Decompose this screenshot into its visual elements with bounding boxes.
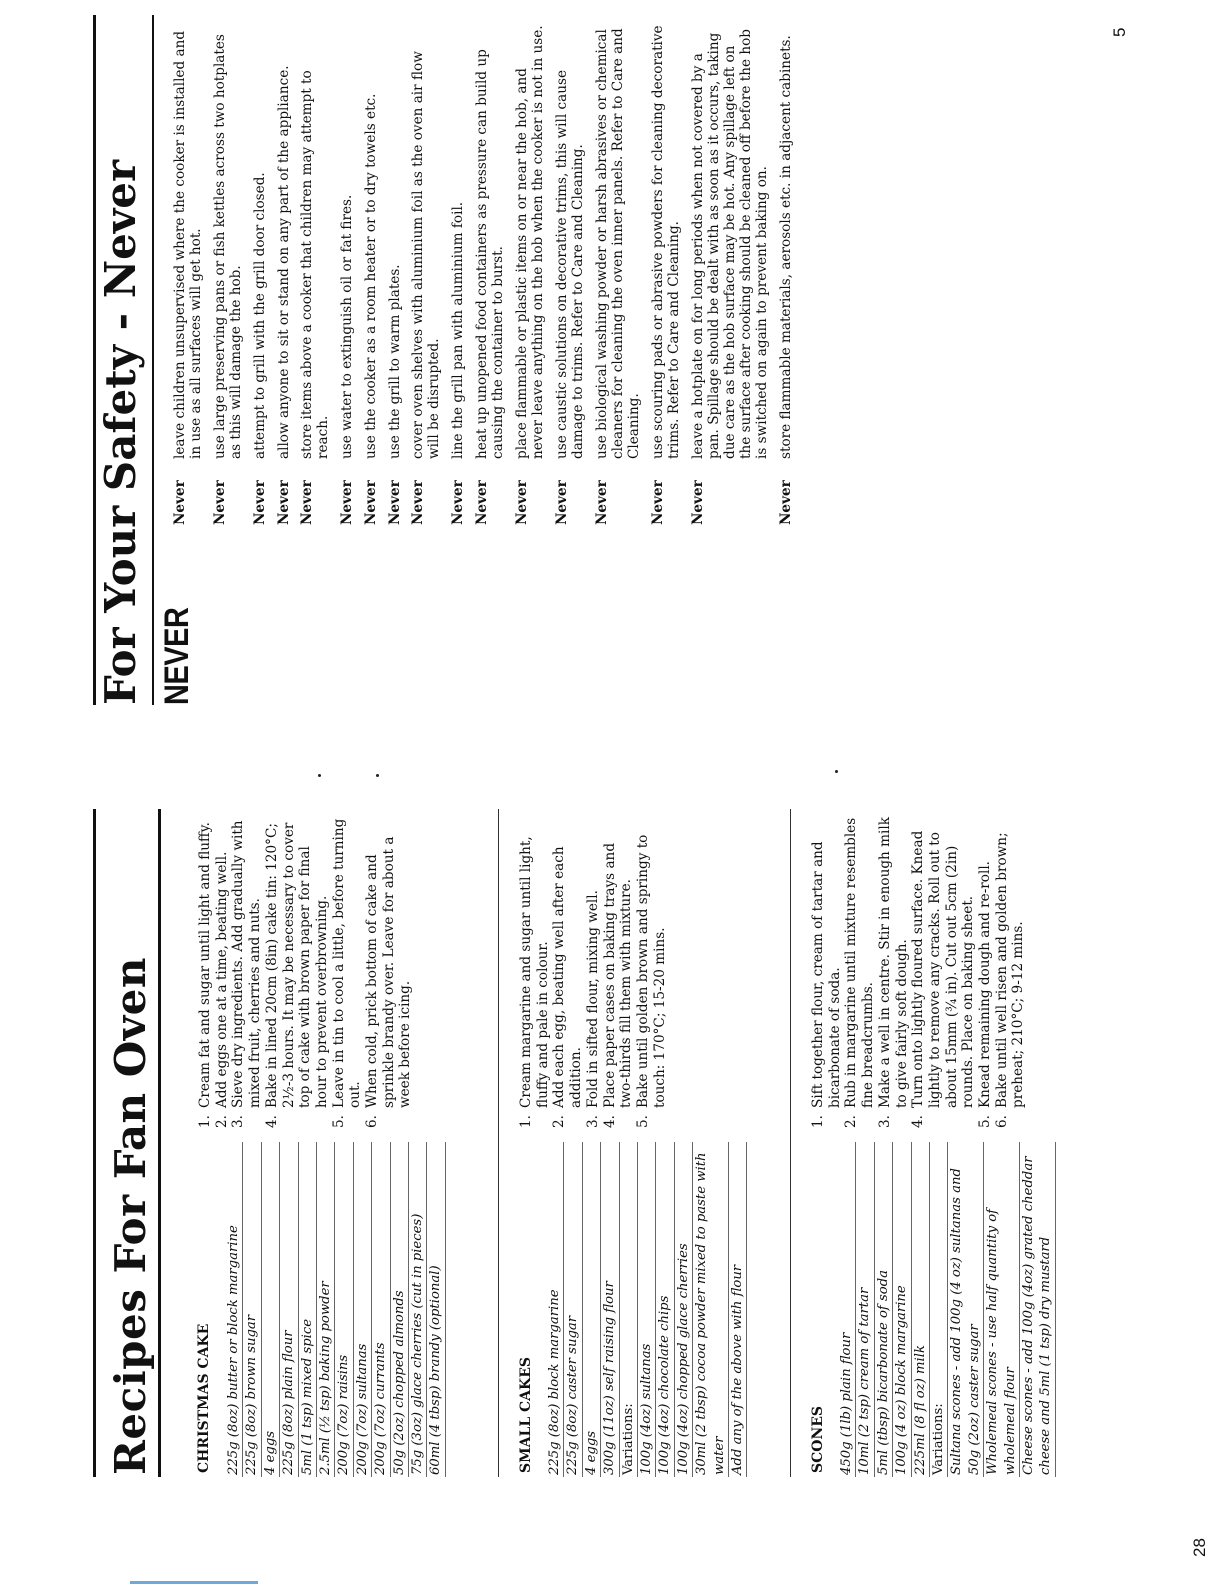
method-steps [810,810,1027,1128]
never-item: Never attempt to grill with the grill door closed. [251,172,268,525]
method-step: 2. Add each egg, beating well after each addition. [551,846,585,1128]
ingredient: 200g (7oz) raisins [335,1142,353,1477]
section-divider [498,809,499,1477]
ingredient: 225g (8oz) plain flour [280,1142,298,1477]
ingredient-list [225,1142,446,1477]
ingredient-list [546,1142,747,1477]
scan-speck [318,774,321,777]
ingredient: 30ml (2 tbsp) cocoa powder mixed to paste with water [693,1142,729,1477]
method-steps [197,810,414,1128]
ingredient: 200g (7oz) currants [372,1142,390,1477]
method-step: 1. Cream fat and sugar until light and fluffy. [197,822,213,1128]
ingredient: 5ml (1 tsp) mixed spice [299,1142,317,1477]
section-divider [790,809,791,1477]
never-item: Never use the cooker as a room heater or to dry towels etc. [362,93,379,525]
title-underline [158,809,161,1477]
method-step: 5. Bake until golden brown and springy to touch: 170°C; 15-20 mins. [634,834,668,1128]
never-item: Never use the grill to warm plates. [386,264,403,525]
ingredient: Sultana scones - add 100g (4 oz) sultanas and 50g (2oz) caster sugar [948,1142,984,1477]
never-item: Never use scouring pads or abrasive powders for cleaning decorative trims. Refer to Care and Cleaning. [649,25,682,525]
safety-page-title: For Your Safety - Never [96,159,145,705]
never-item: Never use biological washing powder or harsh abrasives or chemical cleaners for cleaning the oven inner panels. Refer to Care and Cleaning. [593,28,642,525]
recipe-title: SMALL CAKES [518,1357,534,1473]
method-step: 6. Bake until well risen and golden brown; preheat; 210°C; 9-12 mins. [993,832,1027,1128]
method-step: 3. Make a well in centre. Stir in enough milk to give fairly soft dough. [876,817,910,1128]
scan-speck [835,770,838,773]
recipe-title: CHRISTMAS CAKE [196,1323,212,1473]
ingredient: 225g (8oz) caster sugar [564,1142,582,1477]
never-item: Never cover oven shelves with aluminium foil as the oven air flow will be disrupted. [410,51,443,525]
never-item: Never leave a hotplate on for long periods when not covered by a pan. Spillage should be dealt with as soon as it occurs, taking due care as the hob surface may be hot. Any spillage left on the surface after cooking should be cleaned off before the hob is switched on again to prevent baking on. [689,29,771,525]
ingredient: 100g (4oz) chopped glace cherries [675,1142,693,1477]
ingredient: 75g (3oz) glace cherries (cut in pieces) [409,1142,427,1477]
ingredient: Variations: [930,1142,948,1477]
never-item: Never use large preserving pans or fish kettles across two hotplates as this will damage the hob. [211,34,245,525]
ingredient: 4 eggs [583,1142,601,1477]
never-item: Never line the grill pan with aluminium foil. [450,201,467,525]
ingredient: 225g (8oz) brown sugar [243,1142,261,1477]
ingredient: 5ml (tbsp) bicarbonate of soda [875,1142,893,1477]
recipes-page-title: Recipes For Fan Oven [106,957,155,1475]
scan-speck [376,774,379,777]
ingredient: 200g (7oz) sultanas [354,1142,372,1477]
never-heading: NEVER [158,607,196,705]
method-step: 5. Knead remaining dough and re-roll. [977,861,994,1128]
method-step: 2. Add eggs one at a time, beating well. [213,851,230,1128]
method-step: 4. Bake in lined 20cm (8in) cake tin: 120°C; 2½-3 hours. It may be necessary to cover top of cake with brown paper for final hour to prevent overbrowning. [263,822,330,1128]
never-item: Never leave children unsupervised where the cooker is installed and in use as all surfaces will get hot. [172,30,205,525]
ingredient: 225g (8oz) butter or block margarine [225,1142,243,1477]
ingredient: 300g (11oz) self raising flour [601,1142,619,1477]
never-item: Never use caustic solutions on decorative trims, this will cause damage to trims. Refer to Care and Cleaning. [553,69,586,525]
ingredient: 4 eggs [262,1142,280,1477]
right-page-number: 5 [1110,27,1129,37]
never-item: Never store flammable materials, aerosols etc. in adjacent cabinets. [778,35,795,525]
method-step: 3. Sieve dry ingredients. Add gradually with mixed fruit, cherries and nuts. [230,820,264,1128]
recipe-title: SCONES [810,1405,826,1473]
ingredient: Wholemeal scones - use half quantity of wholemeal flour [984,1142,1020,1477]
ingredient: 100g (4oz) sultanas [638,1142,656,1477]
ingredient: Cheese scones - add 100g (4oz) grated cheddar cheese and 5ml (1 tsp) dry mustard [1020,1142,1056,1477]
never-item: Never use water to extinguish oil or fat fires. [339,194,356,525]
method-step: 6. When cold, prick bottom of cake and sprinkle brandy over. Leave for about a week before icing. [364,836,414,1128]
ingredient: 450g (1lb) plain flour [838,1142,856,1477]
left-page-number: 28 [1190,1538,1209,1557]
ingredient: Variations: [620,1142,638,1477]
ingredient: 100g (4 oz) block margarine [893,1142,911,1477]
method-step: 3. Fold in sifted flour, mixing well. [584,890,601,1128]
method-step: 5. Leave in tin to cool a little, before turning out. [330,818,364,1128]
never-item: Never place flammable or plastic items on or near the hob, and never leave anything on the hob when the cooker is not in use. [513,25,546,525]
ingredient: 10ml (2 tsp) cream of tartar [856,1142,874,1477]
ingredient-list [838,1142,1056,1477]
never-item: Never allow anyone to sit or stand on any part of the appliance. [275,65,292,525]
method-step: 1. Sift together flour, cream of tartar and bicarbonate of soda. [810,841,843,1128]
right-title-underline [152,15,154,705]
never-item: Never store items above a cooker that children may attempt to reach. [299,70,332,525]
ingredient: Add any of the above with flour [729,1142,747,1477]
ingredient: 60ml (4 tbsp) brandy (optional) [427,1142,445,1477]
method-step: 1. Cream margarine and sugar until light, fluffy and pale in colour. [518,836,551,1128]
ingredient: 225ml (8 fl oz) milk [912,1142,930,1477]
method-steps [518,810,668,1128]
method-step: 2. Rub in margarine until mixture resembles fine breadcrumbs. [843,817,877,1128]
title-rule [93,809,96,1477]
method-step: 4. Place paper cases on baking trays and two-thirds fill them with mixture. [601,842,635,1128]
ingredient: 2.5ml (½ tsp) baking powder [317,1142,335,1477]
ingredient: 50g (2oz) chopped almonds [391,1142,409,1477]
scan-edge-mark [130,1581,258,1584]
safety-never-list [172,25,802,525]
method-step: 4. Turn onto lightly floured surface. Knead lightly to remove any cracks. Roll out to about 15mm (¾ in). Cut out 5cm (2in) rounds. Place on baking sheet. [910,830,977,1128]
ingredient: 225g (8oz) block margarine [546,1142,564,1477]
never-item: Never heat up unopened food containers as pressure can build up causing the container to burst. [473,49,507,525]
ingredient: 100g (4oz) chocolate chips [656,1142,674,1477]
